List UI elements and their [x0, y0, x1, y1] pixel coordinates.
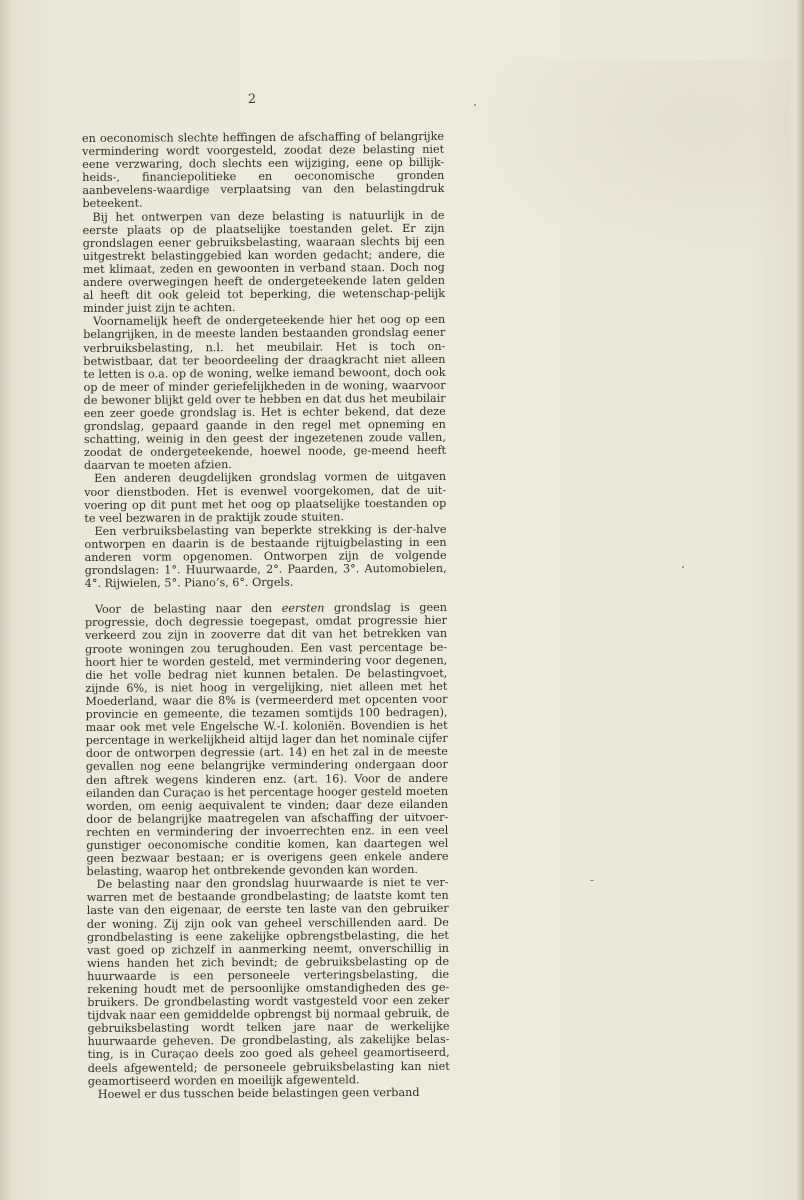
paper-speck: [682, 566, 684, 568]
paragraph: Bij het ontwerpen van deze belasting is natuurlijk in de eerste plaats op de plaatselijke toestanden gelet. Er zijn grondslagen eener gebruiksbelasting, waaraan slechts bij een uitgestrekt belastinggebied kan worden gedacht; andere, die met klimaat, zeden en gewoonten in verband staan. Doch nog andere overwegingen heeft de ondergeteekende laten gelden al heeft dit ook geleid tot beperking, die wetenschap-pelijk minder juist zijn te achten.: [82, 208, 446, 316]
binding-spine: [0, 0, 12, 1200]
show-through-bleed: [470, 60, 790, 260]
paragraph-text: grondslag is geen progressie, doch degressie toegepast, omdat progressie hier verkeerd zou zijn in zooverre dat dit van het betrekken van groote woningen zou terughouden. Een vast percentage be-hoort hier te worden gesteld, met vermindering voor degenen, die het volle bedrag niet kunnen betalen. De belastingvoet, zijnde 6%, is niet hoog in vergelijking, niet alleen met het Moederland, waar die 8% is (vermeerderd met opcenten voor provincie en gemeente, die tezamen somtijds 100 bedragen), maar ook met vele Engelsche W.-I. koloniën. Bovendien is het percentage in werkelijkheid altijd lager dan het nominale cijfer door de ontworpen degressie (art. 14) en het zal in de meeste gevallen nog eene belangrijke vermindering ondergaan door den aftrek wegens kinderen enz. (art. 16). Voor de andere eilanden dan Curaçao is het percentage hooger gesteld moeten worden, om eenig aequivalent te vinden; daar deze eilanden door de belangrijke maatregelen van afschaffing der uitvoer-rechten en vermindering der invoerrechten enz. in een veel gunstiger oeconomische conditie komen, kan daartegen wel geen bezwaar bestaan; er is overigens geen enkele andere belasting, waarop het ontbrekende gevonden kan worden.: [84, 601, 449, 879]
paragraph: [85, 601, 449, 878]
paragraph: Een anderen deugdelijken grondslag vormen de uitgaven voor dienstboden. Het is evenwel voorgekomen, dat de uit-voering op dit punt met het oog op plaatselijke toestanden op te veel bezwaren in de praktijk zoude stuiten.: [84, 470, 447, 525]
page-edge: [796, 0, 804, 1200]
body-text: [82, 130, 450, 1101]
paragraph: De belasting naar den grondslag huurwaarde is niet te ver-warren met de bestaande grondbelasting; de laatste komt ten laste van den eigenaar, de eerste ten laste van den gebruiker der woning. Zij zijn ook van geheel verschillenden aard. De grondbelasting is eene zakelijke opbrengstbelasting, die het vast goed op zichzelf in aanmerking neemt, onverschillig in wiens handen het zich bevindt; de gebruiksbelasting op de huurwaarde is een personeele verteringsbelasting, die rekening houdt met de persoonlijke omstandigheden des ge-bruikers. De grondbelasting wordt vastgesteld voor een zeker tijdvak naar een gemiddelde opbrengst bij normaal gebruik, de gebruiksbelasting wordt telken jare naar de werkelijke huurwaarde geheven. De grondbelasting, als zakelijke belas-ting, is in Curaçao deels zoo goed als geheel geamortiseerd, deels afgewenteld; de personeele gebruiksbelasting kan niet geamortiseerd worden en moeilijk afgewenteld.: [86, 876, 450, 1088]
emphasized-word: eersten: [281, 601, 325, 616]
paragraph: en oeconomisch slechte heffingen de afschaffing of belangrijke vermindering wordt voorgesteld, zoodat deze belasting niet eene verzwaring, doch slechts een wijziging, eene op billijk-heids-, financiepolitieke en oeconomische gronden aanbevelens-waardige verplaatsing van den belastingdruk beteekent.: [82, 129, 445, 211]
paragraph: Voornamelijk heeft de ondergeteekende hier het oog op een belangrijken, in de meeste landen bestaanden grondslag eener verbruiksbelasting, n.l. het meubilair. Het is toch on-betwistbaar, dat ter beoordeeling der draagkracht niet alleen te letten is o.a. op de woning, welke iemand bewoont, doch ook op de meer of minder geriefelijkheden in de woning, waarvoor de bewoner blijkt geld over te hebben en dat dus het meubilair een zeer goede grondslag is. Het is echter bekend, dat deze grondslag, gepaard gaande in den regel met opneming en schatting, weinig in den geest der ingezetenen zoude vallen, zoodat de ondergeteekende, hoewel noode, ge-meend heeft daarvan te moeten afzien.: [83, 313, 446, 473]
paper-speck: [590, 880, 594, 881]
paragraph: Hoewel er dus tusschen beide belastingen geen verband: [97, 1085, 420, 1101]
paper-speck: [474, 104, 476, 106]
paragraph-text: Voor de belasting naar den: [94, 602, 282, 617]
paragraph: Een verbruiksbelasting van beperkte strekking is der-halve ontworpen en daarin is de bestaande rijtuigbelasting in een anderen vorm opgenomen. Ontworpen zijn de volgende grondslagen: 1°. Huurwaarde, 2°. Paarden, 3°. Automobielen, 4°. Rijwielen, 5°. Piano’s, 6°. Orgels.: [84, 522, 447, 591]
page-number: 2: [247, 92, 257, 107]
